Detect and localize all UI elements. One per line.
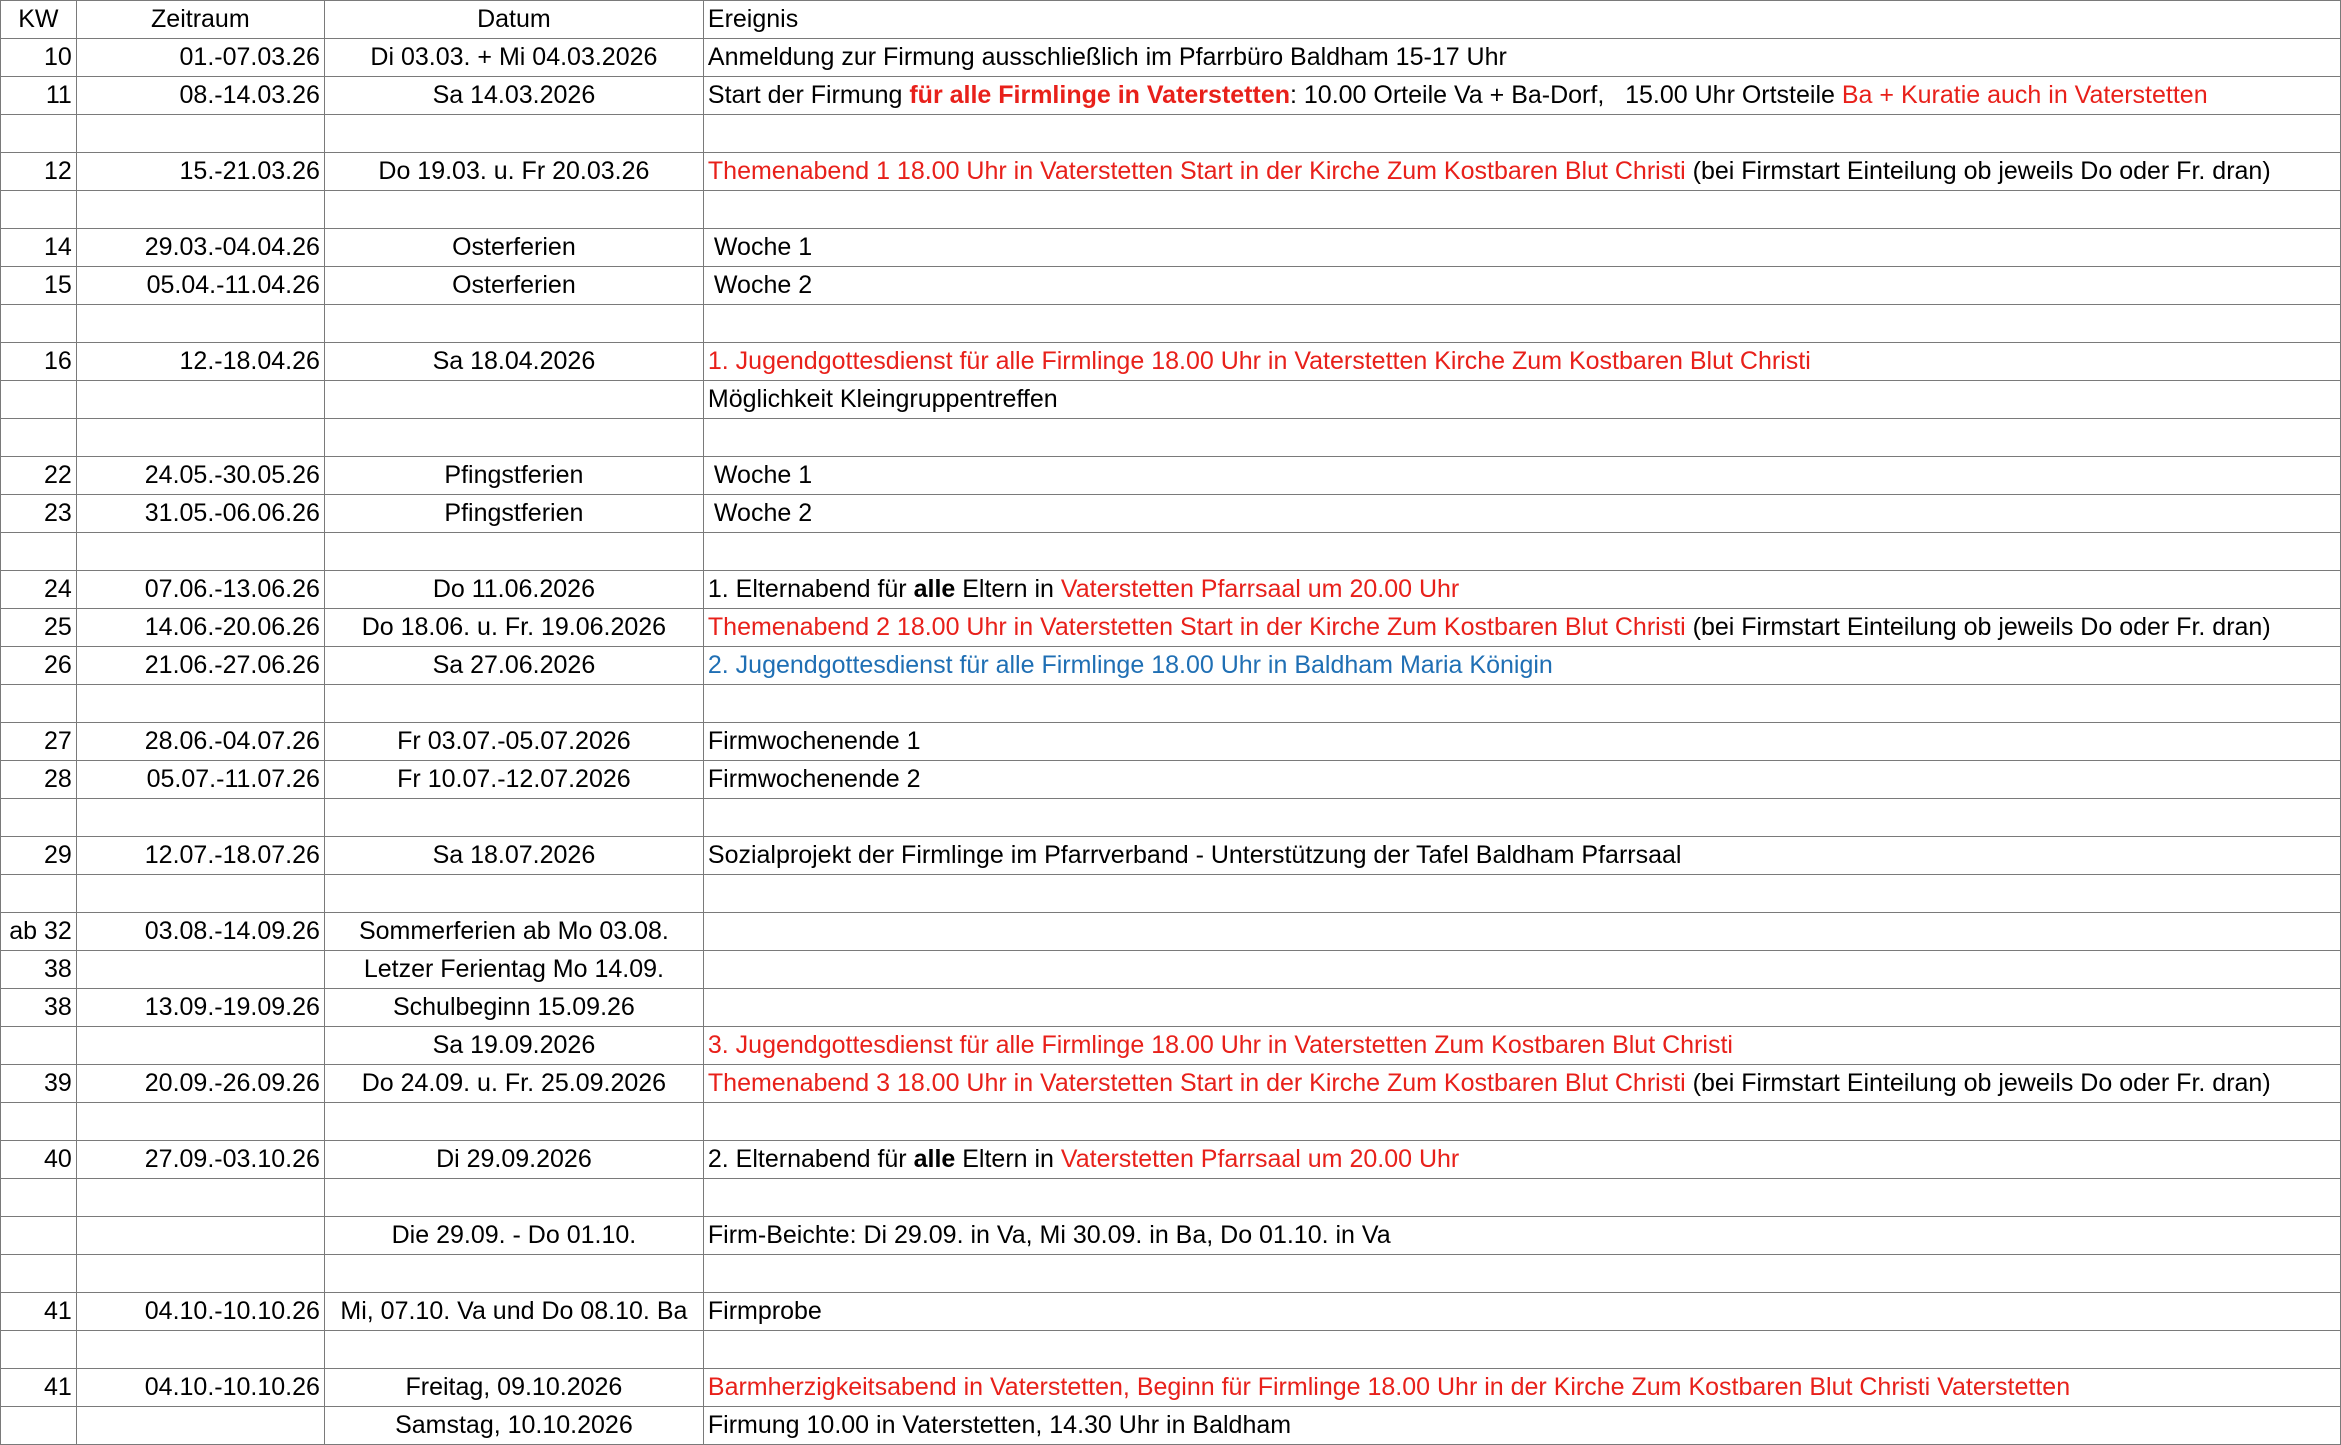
table-row	[1, 1141, 2341, 1179]
cell-kw[interactable]: 16	[1, 343, 77, 381]
table-row	[1, 1217, 2341, 1255]
cell-kw[interactable]	[1, 305, 77, 343]
cell-kw[interactable]	[1, 1217, 77, 1255]
cell-kw[interactable]	[1, 1027, 77, 1065]
cell-datum[interactable]: Freitag, 09.10.2026	[324, 1369, 703, 1407]
cell-datum[interactable]	[324, 875, 703, 913]
cell-kw[interactable]	[1, 381, 77, 419]
event-text: Barmherzigkeitsabend in Vaterstetten, Beginn für Firmlinge 18.00 Uhr in der Kirche Zum Kostbaren Blut Christi Vaterstetten	[707, 1373, 2071, 1401]
cell-zeitraum[interactable]	[76, 1255, 324, 1293]
cell-zeitraum[interactable]	[76, 1331, 324, 1369]
table-row	[1, 305, 2341, 343]
cell-ereignis[interactable]	[703, 1217, 2340, 1255]
cell-zeitraum[interactable]: 29.03.-04.04.26	[76, 229, 324, 267]
cell-kw[interactable]: 10	[1, 39, 77, 77]
cell-ereignis[interactable]	[703, 647, 2340, 685]
cell-zeitraum[interactable]: 12.-18.04.26	[76, 343, 324, 381]
cell-zeitraum[interactable]: 05.04.-11.04.26	[76, 267, 324, 305]
cell-datum[interactable]: Mi, 07.10. Va und Do 08.10. Ba	[324, 1293, 703, 1331]
cell-ereignis[interactable]	[703, 1255, 2340, 1293]
cell-kw[interactable]: 28	[1, 761, 77, 799]
event-text: (bei Firmstart Einteilung ob jeweils Do oder Fr. dran)	[1685, 613, 2271, 641]
cell-datum[interactable]	[324, 191, 703, 229]
cell-zeitraum[interactable]: 01.-07.03.26	[76, 39, 324, 77]
cell-ereignis[interactable]	[703, 343, 2340, 381]
table-row	[1, 229, 2341, 267]
event-text: Themenabend 2 18.00 Uhr in Vaterstetten Start in der Kirche Zum Kostbaren Blut Christi	[707, 613, 1686, 641]
cell-kw[interactable]: 38	[1, 951, 77, 989]
cell-ereignis[interactable]	[703, 1407, 2340, 1445]
cell-datum[interactable]: Osterferien	[324, 229, 703, 267]
cell-kw[interactable]: 14	[1, 229, 77, 267]
cell-kw[interactable]	[1, 1255, 77, 1293]
cell-zeitraum[interactable]: 05.07.-11.07.26	[76, 761, 324, 799]
table-row	[1, 761, 2341, 799]
cell-zeitraum[interactable]: 07.06.-13.06.26	[76, 571, 324, 609]
cell-kw[interactable]: 26	[1, 647, 77, 685]
cell-datum[interactable]: Di 03.03. + Mi 04.03.2026	[324, 39, 703, 77]
cell-ereignis[interactable]	[703, 305, 2340, 343]
event-text: Firmwochenende 2	[707, 765, 921, 793]
table-row	[1, 685, 2341, 723]
cell-zeitraum[interactable]	[76, 799, 324, 837]
cell-kw[interactable]	[1, 419, 77, 457]
header-zeitraum[interactable]: Zeitraum	[76, 1, 324, 39]
cell-datum[interactable]: Sa 18.04.2026	[324, 343, 703, 381]
cell-ereignis[interactable]	[703, 457, 2340, 495]
cell-zeitraum[interactable]	[76, 381, 324, 419]
cell-zeitraum[interactable]: 24.05.-30.05.26	[76, 457, 324, 495]
table-row	[1, 837, 2341, 875]
cell-datum[interactable]: Fr 10.07.-12.07.2026	[324, 761, 703, 799]
cell-zeitraum[interactable]	[76, 951, 324, 989]
cell-kw[interactable]	[1, 1407, 77, 1445]
event-text: alle	[913, 1145, 956, 1173]
cell-datum[interactable]	[324, 305, 703, 343]
cell-datum[interactable]	[324, 685, 703, 723]
cell-zeitraum[interactable]	[76, 419, 324, 457]
table-row	[1, 913, 2341, 951]
cell-kw[interactable]: 27	[1, 723, 77, 761]
cell-datum[interactable]: Fr 03.07.-05.07.2026	[324, 723, 703, 761]
event-text: Firm-Beichte: Di 29.09. in Va, Mi 30.09. in Ba, Do 01.10. in Va	[707, 1221, 1391, 1249]
cell-datum[interactable]: Do 11.06.2026	[324, 571, 703, 609]
cell-ereignis[interactable]	[703, 153, 2340, 191]
cell-ereignis[interactable]	[703, 495, 2340, 533]
event-text: 3. Jugendgottesdienst für alle Firmlinge 18.00 Uhr in Vaterstetten Zum Kostbaren Blut Christi	[707, 1031, 1733, 1059]
cell-ereignis[interactable]	[703, 1065, 2340, 1103]
cell-datum[interactable]	[324, 533, 703, 571]
event-text: Woche 2	[713, 499, 813, 527]
table-row	[1, 609, 2341, 647]
table-row	[1, 799, 2341, 837]
event-text: Möglichkeit Kleingruppentreffen	[707, 385, 1058, 413]
table-row	[1, 343, 2341, 381]
cell-datum[interactable]	[324, 115, 703, 153]
cell-zeitraum[interactable]	[76, 115, 324, 153]
cell-kw[interactable]: 41	[1, 1369, 77, 1407]
cell-datum[interactable]	[324, 419, 703, 457]
event-text: Firmprobe	[707, 1297, 822, 1325]
event-text: Firmung 10.00 in Vaterstetten, 14.30 Uhr in Baldham	[707, 1411, 1292, 1439]
table-row	[1, 571, 2341, 609]
event-text: Firmwochenende 1	[707, 727, 921, 755]
cell-ereignis[interactable]	[703, 1293, 2340, 1331]
cell-kw[interactable]	[1, 1331, 77, 1369]
cell-kw[interactable]	[1, 1179, 77, 1217]
event-text: Themenabend 3 18.00 Uhr in Vaterstetten Start in der Kirche Zum Kostbaren Blut Christi	[707, 1069, 1686, 1097]
cell-datum[interactable]	[324, 1103, 703, 1141]
cell-kw[interactable]	[1, 191, 77, 229]
cell-zeitraum[interactable]: 04.10.-10.10.26	[76, 1369, 324, 1407]
table-row	[1, 1255, 2341, 1293]
cell-ereignis[interactable]	[703, 229, 2340, 267]
event-text: alle	[913, 575, 956, 603]
cell-zeitraum[interactable]	[76, 1217, 324, 1255]
cell-kw[interactable]: 22	[1, 457, 77, 495]
cell-ereignis[interactable]	[703, 989, 2340, 1027]
event-text: Woche 1	[713, 461, 813, 489]
cell-datum[interactable]	[324, 1331, 703, 1369]
event-text: Eltern in	[955, 575, 1061, 603]
cell-ereignis[interactable]	[703, 115, 2340, 153]
cell-kw[interactable]: 39	[1, 1065, 77, 1103]
cell-datum[interactable]: Samstag, 10.10.2026	[324, 1407, 703, 1445]
cell-ereignis[interactable]	[703, 77, 2340, 115]
event-text: 2. Elternabend für	[707, 1145, 914, 1173]
event-text: Anmeldung zur Firmung ausschließlich im Pfarrbüro Baldham 15-17 Uhr	[707, 43, 1507, 71]
cell-zeitraum[interactable]	[76, 1103, 324, 1141]
cell-ereignis[interactable]	[703, 685, 2340, 723]
cell-zeitraum[interactable]	[76, 1027, 324, 1065]
cell-datum[interactable]: Pfingstferien	[324, 495, 703, 533]
event-text: (bei Firmstart Einteilung ob jeweils Do oder Fr. dran)	[1685, 157, 2271, 185]
cell-kw[interactable]: 12	[1, 153, 77, 191]
table-row	[1, 191, 2341, 229]
cell-datum[interactable]: Do 19.03. u. Fr 20.03.26	[324, 153, 703, 191]
cell-datum[interactable]	[324, 1179, 703, 1217]
event-text: Ba + Kuratie auch in Vaterstetten	[1841, 81, 2208, 109]
table-row	[1, 533, 2341, 571]
cell-kw[interactable]: 15	[1, 267, 77, 305]
table-row	[1, 153, 2341, 191]
cell-ereignis[interactable]	[703, 799, 2340, 837]
cell-ereignis[interactable]	[703, 1331, 2340, 1369]
cell-kw[interactable]: 11	[1, 77, 77, 115]
cell-ereignis[interactable]	[703, 533, 2340, 571]
cell-zeitraum[interactable]	[76, 305, 324, 343]
cell-ereignis[interactable]	[703, 571, 2340, 609]
table-row	[1, 951, 2341, 989]
cell-ereignis[interactable]	[703, 1179, 2340, 1217]
cell-zeitraum[interactable]: 15.-21.03.26	[76, 153, 324, 191]
cell-kw[interactable]	[1, 875, 77, 913]
cell-datum[interactable]: Sa 18.07.2026	[324, 837, 703, 875]
cell-datum[interactable]: Di 29.09.2026	[324, 1141, 703, 1179]
header-row	[1, 1, 2341, 39]
cell-ereignis[interactable]	[703, 191, 2340, 229]
cell-kw[interactable]	[1, 1103, 77, 1141]
cell-datum[interactable]: Sommerferien ab Mo 03.08.	[324, 913, 703, 951]
table-row	[1, 1293, 2341, 1331]
cell-ereignis[interactable]	[703, 39, 2340, 77]
cell-ereignis[interactable]	[703, 381, 2340, 419]
cell-kw[interactable]: 38	[1, 989, 77, 1027]
table-row	[1, 1369, 2341, 1407]
cell-datum[interactable]: Sa 19.09.2026	[324, 1027, 703, 1065]
table-row	[1, 1065, 2341, 1103]
cell-ereignis[interactable]	[703, 913, 2340, 951]
event-text: : 10.00 Orteile Va + Ba-Dorf, 15.00 Uhr Ortsteile	[1290, 81, 1842, 109]
table-row	[1, 381, 2341, 419]
event-text: Themenabend 1 18.00 Uhr in Vaterstetten Start in der Kirche Zum Kostbaren Blut Christi	[707, 157, 1686, 185]
table-row	[1, 457, 2341, 495]
table-row	[1, 115, 2341, 153]
cell-zeitraum[interactable]	[76, 1407, 324, 1445]
cell-ereignis[interactable]	[703, 761, 2340, 799]
table-row	[1, 39, 2341, 77]
cell-ereignis[interactable]	[703, 609, 2340, 647]
event-text: 2. Jugendgottesdienst für alle Firmlinge 18.00 Uhr in Baldham Maria Königin	[707, 651, 1553, 679]
cell-ereignis[interactable]	[703, 837, 2340, 875]
cell-datum[interactable]: Sa 14.03.2026	[324, 77, 703, 115]
header-datum[interactable]: Datum	[324, 1, 703, 39]
cell-ereignis[interactable]	[703, 267, 2340, 305]
table-row	[1, 723, 2341, 761]
table-row	[1, 989, 2341, 1027]
cell-datum[interactable]: Sa 27.06.2026	[324, 647, 703, 685]
table-row	[1, 1331, 2341, 1369]
event-text: Woche 1	[713, 233, 813, 261]
cell-kw[interactable]	[1, 799, 77, 837]
cell-zeitraum[interactable]: 14.06.-20.06.26	[76, 609, 324, 647]
cell-zeitraum[interactable]: 21.06.-27.06.26	[76, 647, 324, 685]
cell-kw[interactable]: 29	[1, 837, 77, 875]
cell-zeitraum[interactable]: 08.-14.03.26	[76, 77, 324, 115]
cell-kw[interactable]	[1, 685, 77, 723]
cell-ereignis[interactable]	[703, 1103, 2340, 1141]
header-kw[interactable]: KW	[1, 1, 77, 39]
cell-ereignis[interactable]	[703, 951, 2340, 989]
cell-kw[interactable]	[1, 115, 77, 153]
cell-zeitraum[interactable]: 12.07.-18.07.26	[76, 837, 324, 875]
cell-datum[interactable]: Die 29.09. - Do 01.10.	[324, 1217, 703, 1255]
cell-zeitraum[interactable]	[76, 875, 324, 913]
table-row	[1, 419, 2341, 457]
cell-kw[interactable]: 41	[1, 1293, 77, 1331]
cell-zeitraum[interactable]	[76, 1179, 324, 1217]
cell-zeitraum[interactable]: 13.09.-19.09.26	[76, 989, 324, 1027]
event-text: Woche 2	[713, 271, 813, 299]
cell-kw[interactable]: 40	[1, 1141, 77, 1179]
cell-zeitraum[interactable]	[76, 191, 324, 229]
event-text: für alle Firmlinge in Vaterstetten	[909, 81, 1290, 109]
table-row	[1, 1179, 2341, 1217]
cell-zeitraum[interactable]: 31.05.-06.06.26	[76, 495, 324, 533]
cell-datum[interactable]: Schulbeginn 15.09.26	[324, 989, 703, 1027]
cell-zeitraum[interactable]	[76, 685, 324, 723]
cell-ereignis[interactable]	[703, 419, 2340, 457]
event-text: 1. Jugendgottesdienst für alle Firmlinge 18.00 Uhr in Vaterstetten Kirche Zum Kostbaren Blut Christi	[707, 347, 1811, 375]
event-text: Vaterstetten Pfarrsaal um 20.00 Uhr	[1060, 575, 1460, 603]
cell-datum[interactable]	[324, 799, 703, 837]
cell-datum[interactable]: Osterferien	[324, 267, 703, 305]
cell-ereignis[interactable]	[703, 1027, 2340, 1065]
cell-ereignis[interactable]	[703, 723, 2340, 761]
cell-zeitraum[interactable]: 03.08.-14.09.26	[76, 913, 324, 951]
cell-datum[interactable]	[324, 381, 703, 419]
cell-kw[interactable]	[1, 533, 77, 571]
cell-zeitraum[interactable]: 27.09.-03.10.26	[76, 1141, 324, 1179]
header-ereignis[interactable]: Ereignis	[703, 1, 2340, 39]
event-text: Start der Firmung	[707, 81, 910, 109]
table-row	[1, 1027, 2341, 1065]
cell-ereignis[interactable]	[703, 875, 2340, 913]
event-text: Vaterstetten Pfarrsaal um 20.00 Uhr	[1060, 1145, 1460, 1173]
table-row	[1, 1103, 2341, 1141]
cell-zeitraum[interactable]: 20.09.-26.09.26	[76, 1065, 324, 1103]
cell-datum[interactable]: Do 24.09. u. Fr. 25.09.2026	[324, 1065, 703, 1103]
cell-kw[interactable]: 24	[1, 571, 77, 609]
event-text: (bei Firmstart Einteilung ob jeweils Do oder Fr. dran)	[1685, 1069, 2271, 1097]
cell-ereignis[interactable]	[703, 1369, 2340, 1407]
cell-zeitraum[interactable]: 04.10.-10.10.26	[76, 1293, 324, 1331]
table-row	[1, 1407, 2341, 1445]
cell-datum[interactable]: Letzer Ferientag Mo 14.09.	[324, 951, 703, 989]
table-row	[1, 647, 2341, 685]
cell-ereignis[interactable]	[703, 1141, 2340, 1179]
table-row	[1, 875, 2341, 913]
event-text: Sozialprojekt der Firmlinge im Pfarrverband - Unterstützung der Tafel Baldham Pfarrsaal	[707, 841, 1682, 869]
cell-zeitraum[interactable]: 28.06.-04.07.26	[76, 723, 324, 761]
cell-kw[interactable]: 25	[1, 609, 77, 647]
table-row	[1, 267, 2341, 305]
table-row	[1, 77, 2341, 115]
cell-kw[interactable]: ab 32	[1, 913, 77, 951]
cell-kw[interactable]: 23	[1, 495, 77, 533]
cell-datum[interactable]	[324, 1255, 703, 1293]
event-text: 1. Elternabend für	[707, 575, 914, 603]
cell-datum[interactable]: Pfingstferien	[324, 457, 703, 495]
table-row	[1, 495, 2341, 533]
event-text: Eltern in	[955, 1145, 1061, 1173]
cell-datum[interactable]: Do 18.06. u. Fr. 19.06.2026	[324, 609, 703, 647]
cell-zeitraum[interactable]	[76, 533, 324, 571]
